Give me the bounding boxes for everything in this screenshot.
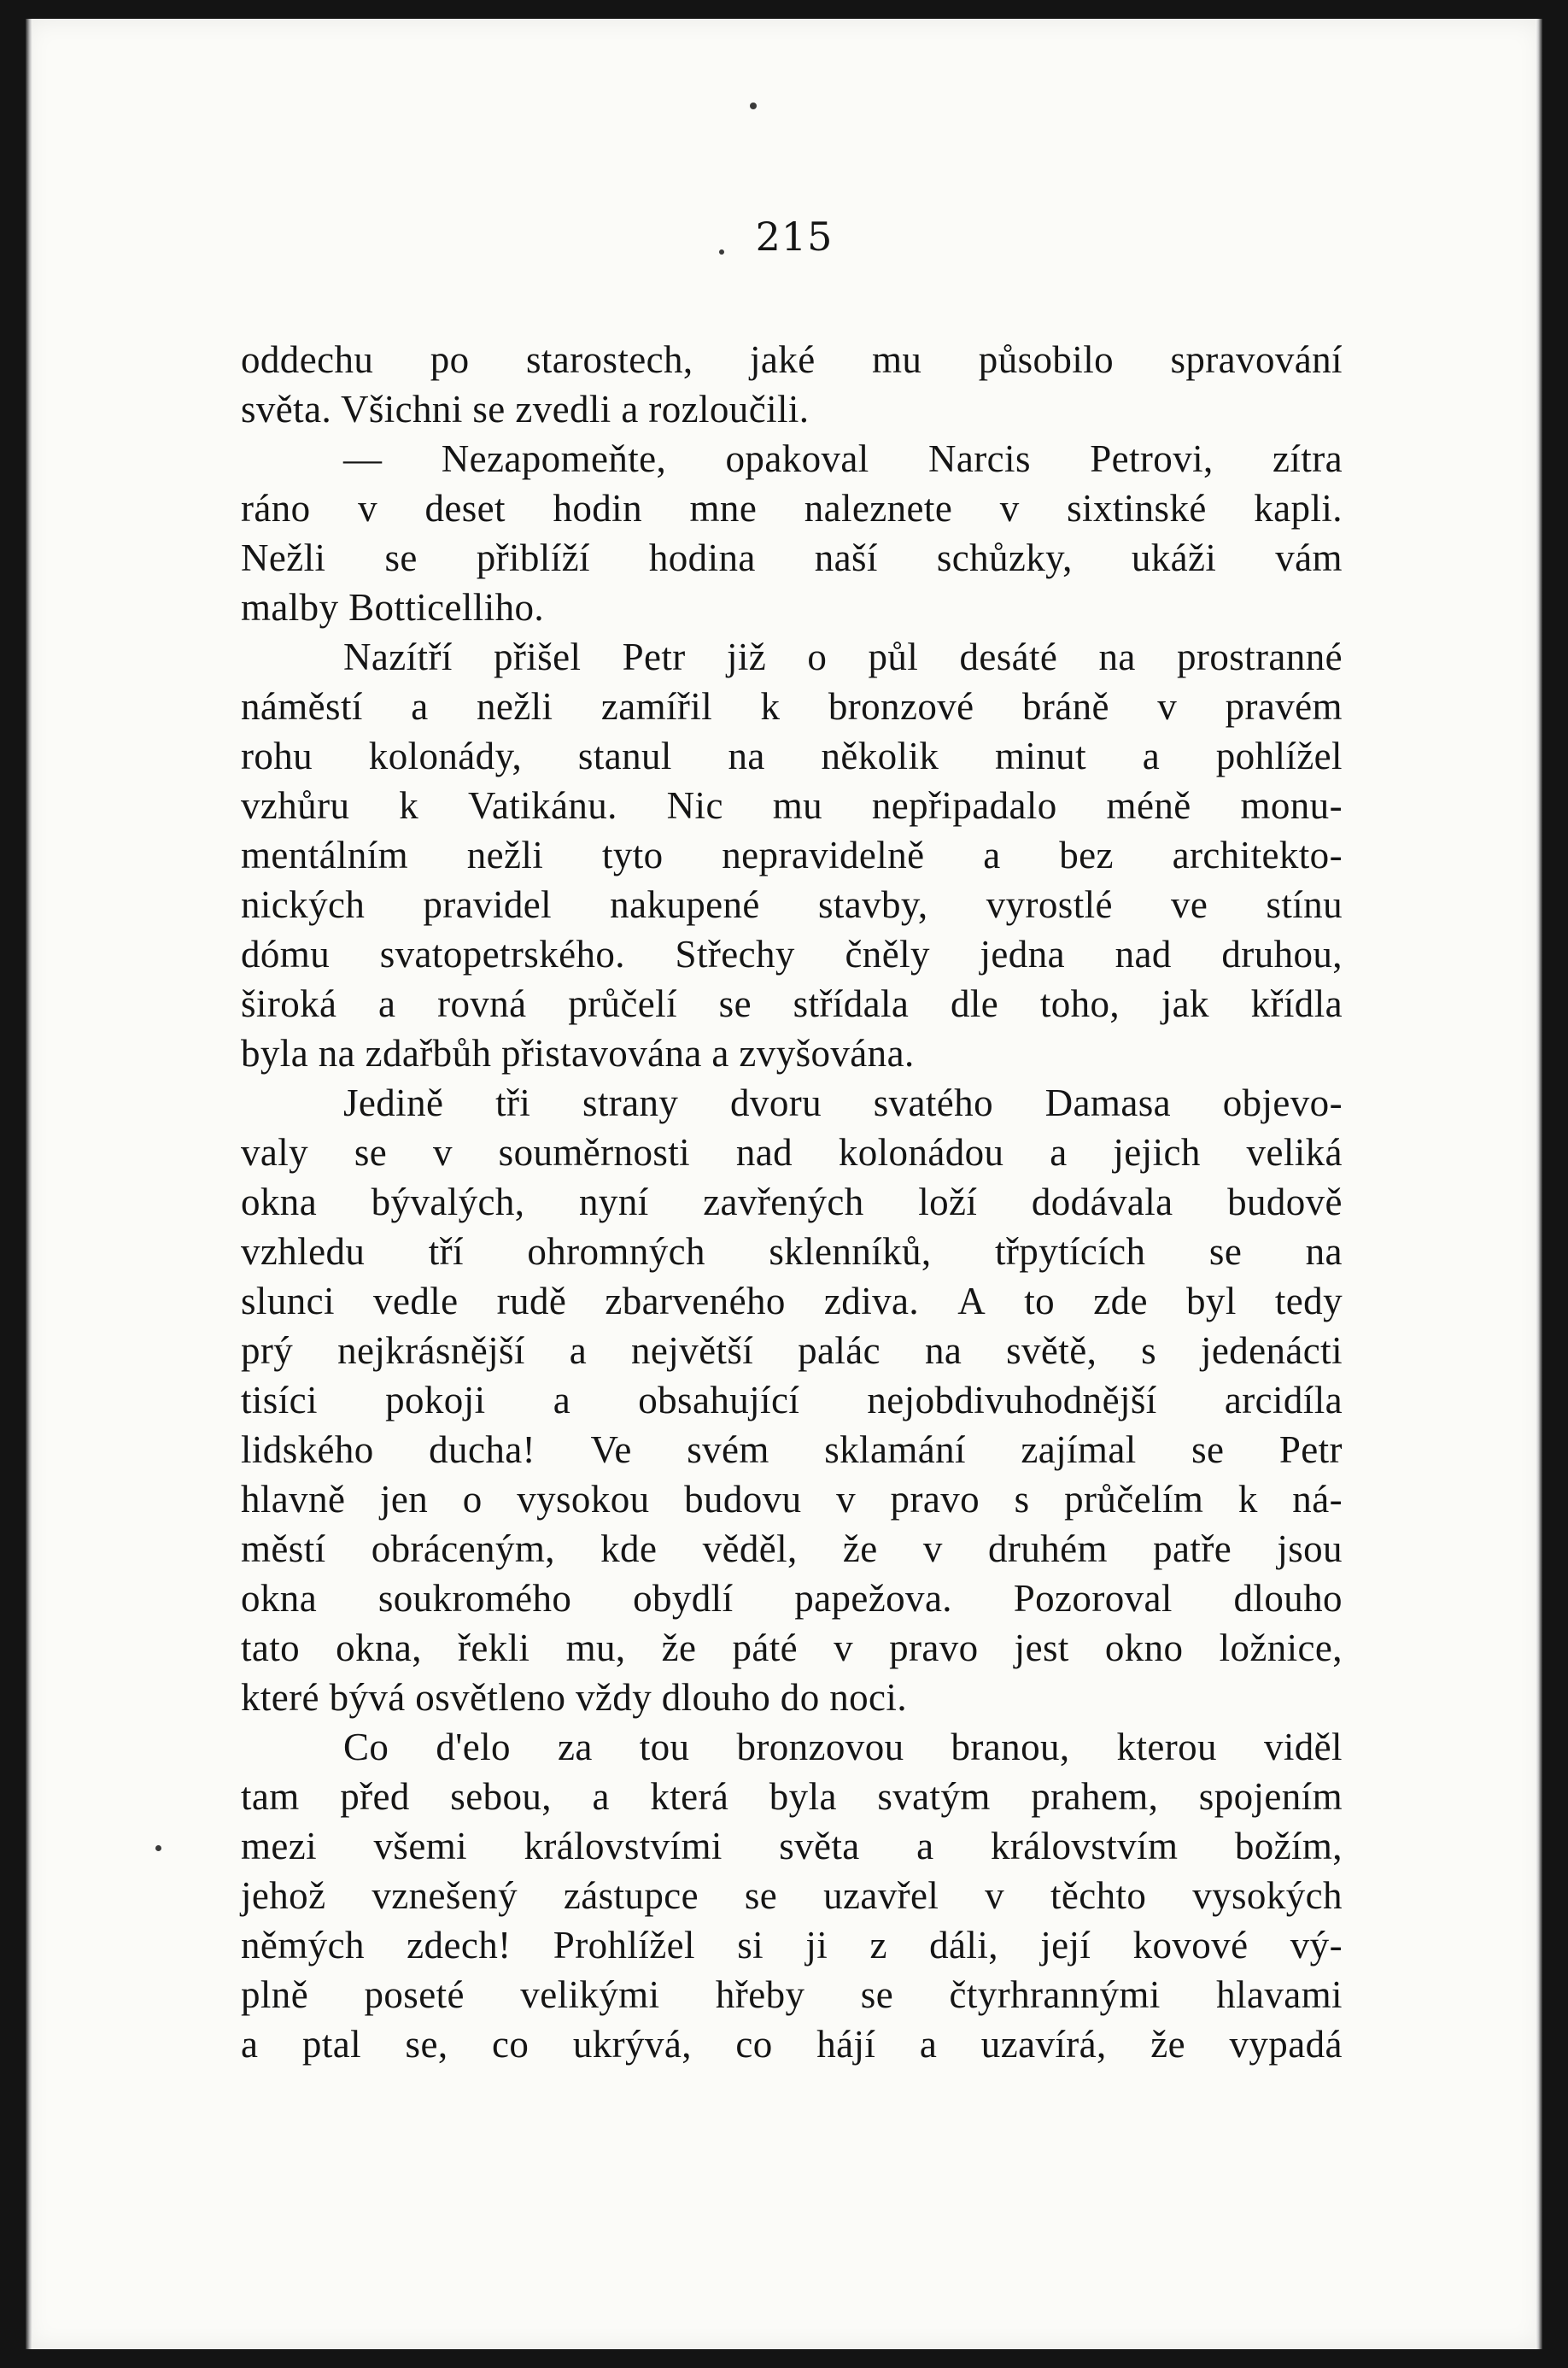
text-line: světa. Všichni se zvedli a rozloučili.	[241, 388, 810, 431]
word: svatým	[877, 1775, 991, 1818]
word: k	[399, 784, 419, 827]
word: okna	[241, 1181, 318, 1223]
word: sklamání	[824, 1428, 966, 1471]
word: Pozoroval	[1013, 1577, 1173, 1620]
word: ji	[805, 1924, 828, 1966]
word: jaké	[750, 338, 816, 381]
word: nepřipadalo	[871, 784, 1057, 827]
word: ducha!	[429, 1428, 535, 1471]
ink-speck	[719, 249, 724, 255]
word: tisíci	[241, 1379, 318, 1421]
word: zde	[1093, 1280, 1148, 1322]
word: souměrnosti	[498, 1131, 691, 1174]
word: rovná	[437, 982, 527, 1025]
word: se	[860, 1973, 894, 2016]
word: čtyrhrannými	[949, 1973, 1161, 2016]
word: okna	[241, 1577, 318, 1620]
word: a	[411, 685, 429, 728]
text-line	[241, 1474, 1343, 1524]
word: zítra	[1273, 437, 1343, 480]
word: že	[1150, 2023, 1185, 2066]
word: Petrovi,	[1090, 437, 1214, 480]
text-line	[241, 979, 1343, 1029]
word: se	[718, 982, 752, 1025]
word: vznešený	[372, 1874, 518, 1917]
word: mu	[772, 784, 823, 827]
word: poseté	[364, 1973, 465, 2016]
word: městí	[241, 1527, 326, 1570]
word: hodina	[648, 536, 756, 579]
word: oddechu	[241, 338, 374, 381]
word: se,	[405, 2023, 448, 2066]
word: hlavami	[1216, 1973, 1343, 2016]
word: již	[726, 636, 767, 678]
word: svatopetrského.	[379, 933, 625, 976]
text-line	[241, 830, 1343, 880]
word: za	[557, 1726, 593, 1768]
word: s	[1141, 1329, 1157, 1372]
word: dáli,	[929, 1924, 998, 1966]
text-line	[241, 632, 1343, 682]
word: obráceným,	[371, 1527, 555, 1570]
word: Nežli	[241, 536, 326, 579]
word: průčelím	[1064, 1478, 1204, 1521]
word: jedenácti	[1200, 1329, 1343, 1372]
word: po	[430, 338, 470, 381]
word: průčelí	[568, 982, 677, 1025]
word: hájí	[816, 2023, 876, 2066]
word: čněly	[845, 933, 930, 976]
word: bývalých,	[371, 1181, 525, 1223]
word: bronzovou	[736, 1726, 904, 1768]
text-line	[241, 880, 1343, 929]
word: naleznete	[804, 487, 953, 530]
word: a	[916, 1825, 934, 1867]
word: nyní	[579, 1181, 649, 1223]
word: v	[834, 1627, 854, 1669]
word: o	[462, 1478, 483, 1521]
word: zdiva.	[823, 1280, 920, 1322]
word: opakoval	[725, 437, 869, 480]
word: v	[922, 1527, 943, 1570]
word: zbarveného	[605, 1280, 786, 1322]
ink-speck	[155, 1845, 161, 1851]
word: hodin	[553, 487, 642, 530]
text-line	[241, 682, 1343, 731]
word: mne	[689, 487, 758, 530]
word: si	[737, 1924, 764, 1966]
word: dlouho	[1233, 1577, 1343, 1620]
word: Prohlížel	[553, 1924, 695, 1966]
word: zavřených	[703, 1181, 864, 1223]
word: arcidíla	[1224, 1379, 1343, 1421]
word: v	[358, 487, 377, 530]
word: hlavně	[241, 1478, 346, 1521]
word: ukrývá,	[572, 2023, 692, 2066]
word: vysokých	[1192, 1874, 1343, 1917]
word: na	[1098, 636, 1136, 678]
text-line	[241, 1227, 1343, 1276]
word: působilo	[978, 338, 1115, 381]
word: jak	[1161, 982, 1209, 1025]
text-line	[241, 929, 1343, 979]
word: sklenníků,	[769, 1230, 932, 1273]
word: a	[241, 2023, 259, 2066]
word: a	[569, 1329, 588, 1372]
word: Co	[343, 1726, 389, 1768]
word: nických	[241, 883, 366, 926]
word: ná-	[1292, 1478, 1343, 1521]
text-line	[241, 1326, 1343, 1375]
word: na	[1305, 1230, 1343, 1273]
word: k	[1237, 1478, 1258, 1521]
page-right-edge-shadow	[1536, 19, 1542, 2349]
page-number: 215	[755, 214, 834, 260]
word: jedna	[980, 933, 1065, 976]
word: královstvím	[990, 1825, 1179, 1867]
word: že	[842, 1527, 878, 1570]
word: světa	[779, 1825, 860, 1867]
word: královstvími	[524, 1825, 723, 1867]
word: naší	[814, 536, 878, 579]
word: v	[836, 1478, 856, 1521]
word: spojením	[1198, 1775, 1343, 1818]
text-line	[241, 335, 1343, 384]
word: zamířil	[600, 685, 713, 728]
word: tato	[241, 1627, 301, 1669]
word: která	[650, 1775, 729, 1818]
word: nad	[1115, 933, 1172, 976]
text-line	[241, 781, 1343, 830]
word: deset	[424, 487, 506, 530]
word: stínu	[1266, 883, 1343, 926]
word: se	[1208, 1230, 1243, 1273]
word: byl	[1186, 1280, 1237, 1322]
word: méně	[1106, 784, 1191, 827]
word: Střechy	[675, 933, 795, 976]
word: věděl,	[702, 1527, 798, 1570]
word: božím,	[1234, 1825, 1343, 1867]
word: palác	[798, 1329, 881, 1372]
word: uzavřel	[823, 1874, 939, 1917]
word: velikými	[520, 1973, 660, 2016]
text-line	[241, 1375, 1343, 1425]
word: prahem,	[1031, 1775, 1159, 1818]
text-line	[241, 484, 1343, 533]
word: desáté	[959, 636, 1058, 678]
word: řekli	[458, 1627, 530, 1669]
word: tři	[495, 1081, 531, 1124]
word: objevo-	[1222, 1081, 1343, 1124]
word: vyrostlé	[986, 883, 1113, 926]
word: nad	[735, 1131, 793, 1174]
word: vypadá	[1229, 2023, 1343, 2066]
text-line	[241, 1871, 1343, 1920]
word: Narcis	[928, 437, 1031, 480]
word: rohu	[241, 735, 313, 777]
word: v	[1157, 685, 1178, 728]
word: dvoru	[730, 1081, 822, 1124]
word: pohlížel	[1215, 735, 1343, 777]
word: loží	[918, 1181, 978, 1223]
word: na	[728, 735, 765, 777]
word: bez	[1059, 834, 1114, 876]
word: k	[760, 685, 781, 728]
word: a	[1050, 1131, 1068, 1174]
word: Petr	[622, 636, 686, 678]
word: tří	[428, 1230, 464, 1273]
word: pravidel	[423, 883, 553, 926]
word: svém	[687, 1428, 769, 1471]
word: pravo	[889, 1627, 979, 1669]
word: a	[983, 834, 1001, 876]
text-line	[241, 1623, 1343, 1673]
word: budově	[1227, 1181, 1343, 1223]
word: a	[919, 2023, 938, 2066]
word: vzhůru	[241, 784, 350, 827]
text-line	[241, 1128, 1343, 1177]
word: z	[869, 1924, 887, 1966]
word: ráno	[241, 487, 311, 530]
word: hřeby	[715, 1973, 805, 2016]
word: její	[1040, 1924, 1091, 1966]
word: náměstí	[241, 685, 363, 728]
word: a	[378, 982, 396, 1025]
word: o	[807, 636, 828, 678]
word: v	[985, 1874, 1005, 1917]
text-line	[241, 1177, 1343, 1227]
word: tyto	[601, 834, 664, 876]
text-line	[241, 1772, 1343, 1821]
word: kolonády,	[368, 735, 523, 777]
word: Jedině	[343, 1081, 444, 1124]
text-line: byla na zdařbůh přistavována a zvyšována.	[241, 1032, 915, 1075]
word: stanul	[577, 735, 672, 777]
word: pravo	[890, 1478, 980, 1521]
word: plně	[241, 1973, 309, 2016]
word: tam	[241, 1775, 300, 1818]
text-line	[241, 1722, 1343, 1772]
word: stavby,	[817, 883, 928, 926]
word: světě,	[1006, 1329, 1097, 1372]
text-line	[241, 1425, 1343, 1474]
word: v	[432, 1131, 453, 1174]
word: Nic	[666, 784, 723, 827]
word: vý-	[1290, 1924, 1343, 1966]
word: bronzové	[828, 685, 974, 728]
word: na	[924, 1329, 962, 1372]
word: široká	[241, 982, 337, 1025]
word: ložnice,	[1219, 1627, 1343, 1669]
word: druhou,	[1221, 933, 1343, 976]
word: nežli	[466, 834, 544, 876]
body-text	[241, 335, 1343, 2069]
word: vám	[1275, 536, 1343, 579]
text-line	[241, 2019, 1343, 2069]
text-line	[241, 533, 1343, 583]
word: půl	[868, 636, 919, 678]
word: prostranné	[1177, 636, 1343, 678]
word: okno	[1104, 1627, 1184, 1669]
word: Petr	[1278, 1428, 1343, 1471]
word: toho,	[1039, 982, 1120, 1025]
word: prý	[241, 1329, 294, 1372]
word: strany	[582, 1081, 679, 1124]
word: mu	[872, 338, 922, 381]
word: dodávala	[1031, 1181, 1173, 1223]
word: mu,	[565, 1627, 626, 1669]
word: že	[661, 1627, 697, 1669]
word: před	[340, 1775, 410, 1818]
word: páté	[732, 1627, 799, 1669]
word: monu-	[1240, 784, 1343, 827]
word: bráně	[1021, 685, 1109, 728]
word: rudě	[496, 1280, 567, 1322]
word: tedy	[1274, 1280, 1343, 1322]
word: několik	[821, 735, 939, 777]
text-line	[241, 434, 1343, 484]
text-line	[241, 1276, 1343, 1326]
word: slunci	[241, 1280, 335, 1322]
word: přišel	[493, 636, 582, 678]
word: nežli	[477, 685, 553, 728]
word: zdech!	[407, 1924, 512, 1966]
word: minut	[994, 735, 1086, 777]
word: ohromných	[527, 1230, 705, 1273]
word: kovové	[1132, 1924, 1249, 1966]
word: kterou	[1116, 1726, 1217, 1768]
word: spravování	[1170, 338, 1343, 381]
word: s	[1014, 1478, 1030, 1521]
word: všemi	[373, 1825, 468, 1867]
word: kde	[600, 1527, 658, 1570]
word: Nezapomeňte,	[441, 437, 667, 480]
word: d'elo	[436, 1726, 511, 1768]
word: co	[735, 2023, 773, 2066]
word: dle	[950, 982, 999, 1025]
word: zajímal	[1021, 1428, 1137, 1471]
word: valy	[241, 1131, 309, 1174]
word: dómu	[241, 933, 331, 976]
word: patře	[1153, 1527, 1232, 1570]
word: nakupené	[610, 883, 760, 926]
word: to	[1024, 1280, 1056, 1322]
word: němých	[241, 1924, 365, 1966]
word: ukáži	[1131, 536, 1217, 579]
word: jsou	[1277, 1527, 1343, 1570]
word: tou	[639, 1726, 690, 1768]
word: svatého	[873, 1081, 993, 1124]
word: —	[343, 437, 383, 480]
word: v	[999, 487, 1020, 530]
word: nepravidelně	[722, 834, 925, 876]
word: schůzky,	[936, 536, 1073, 579]
text-line: malby Botticelliho.	[241, 586, 545, 629]
word: vzhledu	[241, 1230, 366, 1273]
word: vysokou	[517, 1478, 650, 1521]
word: architekto-	[1172, 834, 1343, 876]
word: byla	[769, 1775, 837, 1818]
word: největší	[631, 1329, 754, 1372]
word: druhém	[988, 1527, 1108, 1570]
word: pokoji	[385, 1379, 486, 1421]
text-line	[241, 1821, 1343, 1871]
word: kolonádou	[838, 1131, 1004, 1174]
text-line	[241, 1970, 1343, 2019]
word: sixtinské	[1067, 487, 1207, 530]
ink-speck	[750, 103, 757, 109]
word: obsahující	[638, 1379, 800, 1421]
word: střídala	[793, 982, 910, 1025]
word: papežova.	[794, 1577, 952, 1620]
word: nejkrásnější	[337, 1329, 525, 1372]
word: okna,	[336, 1627, 422, 1669]
word: veliká	[1246, 1131, 1343, 1174]
word: třpytících	[995, 1230, 1146, 1273]
word: se	[384, 536, 418, 579]
word: Ve	[590, 1428, 632, 1471]
word: zástupce	[563, 1874, 699, 1917]
word: jehož	[241, 1874, 326, 1917]
text-line	[241, 1574, 1343, 1623]
word: jejich	[1113, 1131, 1201, 1174]
word: přiblíží	[476, 536, 590, 579]
word: obydlí	[633, 1577, 734, 1620]
word: kapli.	[1254, 487, 1343, 530]
text-line	[241, 1920, 1343, 1970]
word: A	[957, 1280, 986, 1322]
word: a	[553, 1379, 571, 1421]
word: uzavírá,	[980, 2023, 1107, 2066]
word: těchto	[1050, 1874, 1147, 1917]
word: Vatikánu.	[467, 784, 617, 827]
word: se	[744, 1874, 778, 1917]
word: mezi	[241, 1825, 318, 1867]
word: se	[1191, 1428, 1225, 1471]
word: co	[492, 2023, 529, 2066]
word: Damasa	[1044, 1081, 1171, 1124]
word: křídla	[1250, 982, 1343, 1025]
word: branou,	[951, 1726, 1070, 1768]
word: starostech,	[525, 338, 693, 381]
word: a	[1142, 735, 1161, 777]
word: ptal	[301, 2023, 361, 2066]
word: jen	[379, 1478, 429, 1521]
word: sebou,	[450, 1775, 552, 1818]
word: pravém	[1225, 685, 1343, 728]
text-line	[241, 1078, 1343, 1128]
word: viděl	[1263, 1726, 1343, 1768]
word: nejobdivuhodnější	[867, 1379, 1157, 1421]
page-left-edge-shadow	[26, 19, 32, 2349]
word: soukromého	[377, 1577, 572, 1620]
word: budovu	[684, 1478, 802, 1521]
word: Nazítří	[343, 636, 453, 678]
word: se	[354, 1131, 388, 1174]
word: jest	[1014, 1627, 1069, 1669]
word: a	[592, 1775, 610, 1818]
word: ve	[1171, 883, 1208, 926]
text-line	[241, 731, 1343, 781]
word: mentálním	[241, 834, 409, 876]
word: vedle	[373, 1280, 459, 1322]
text-line	[241, 1524, 1343, 1574]
word: lidského	[241, 1428, 374, 1471]
text-line: které bývá osvětleno vždy dlouho do noci.	[241, 1676, 907, 1719]
